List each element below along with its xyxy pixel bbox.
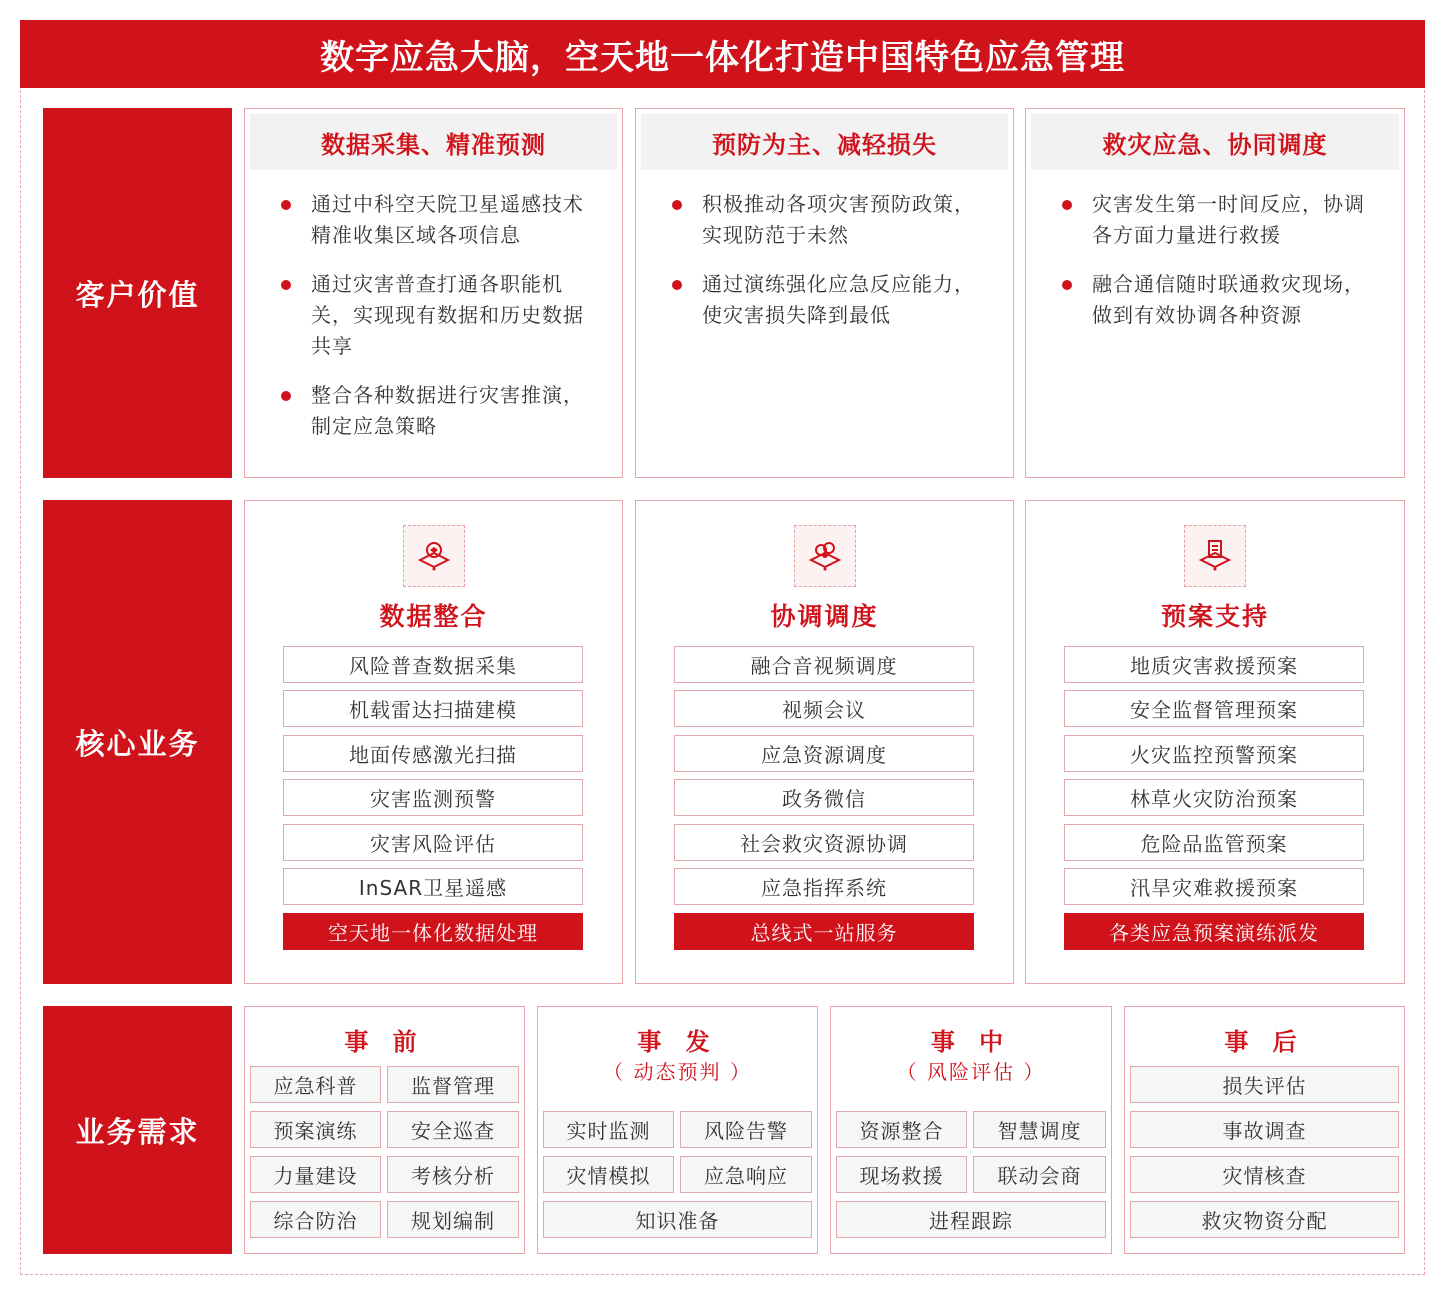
demand-cell: 安全巡查 <box>387 1111 519 1148</box>
core-card-coordination <box>635 500 1014 984</box>
demand-cell: 资源整合 <box>836 1111 967 1148</box>
value-card-heading: 预防为主、减轻损失 <box>641 114 1008 170</box>
value-bullet: 积极推动各项灾害预防政策，实现防范于未然 <box>670 189 983 251</box>
demand-cell: 考核分析 <box>387 1156 519 1193</box>
core-card-data-integration <box>244 500 623 984</box>
core-item: 地质灾害救援预案 <box>1064 646 1364 683</box>
phase-card-occurrence <box>537 1006 818 1254</box>
phase-title: 事 中 <box>930 1028 1012 1056</box>
core-item: 灾害风险评估 <box>283 824 583 861</box>
core-card-title: 预案支持 <box>1160 602 1269 631</box>
core-item: 林草火灾防治预案 <box>1064 779 1364 816</box>
demand-cell: 事故调查 <box>1130 1111 1399 1148</box>
value-bullet: 通过演练强化应急反应能力，使灾害损失降到最低 <box>670 269 983 331</box>
plan-support-icon <box>1184 525 1246 587</box>
core-item: 应急资源调度 <box>674 735 974 772</box>
value-bullet-list <box>670 189 983 349</box>
phase-card-after <box>1124 1006 1405 1254</box>
core-item: 机载雷达扫描建模 <box>283 690 583 727</box>
phase-title: 事 前 <box>344 1028 425 1056</box>
core-item: 地面传感激光扫描 <box>283 735 583 772</box>
phase-card-during <box>830 1006 1112 1254</box>
demand-cell: 实时监测 <box>543 1111 674 1148</box>
core-highlight: 总线式一站服务 <box>674 913 974 950</box>
demand-cell: 规划编制 <box>387 1201 519 1238</box>
core-item: 融合音视频调度 <box>674 646 974 683</box>
phase-subtitle: （ 动态预判 ） <box>603 1060 752 1084</box>
core-item: InSAR卫星遥感 <box>283 868 583 905</box>
page-title: 数字应急大脑，空天地一体化打造中国特色应急管理 <box>20 20 1425 88</box>
core-item: 安全监督管理预案 <box>1064 690 1364 727</box>
demand-cell: 力量建设 <box>250 1156 381 1193</box>
value-card-2 <box>635 108 1014 478</box>
core-item: 危险品监管预案 <box>1064 824 1364 861</box>
phase-title: 事 发 <box>637 1028 718 1056</box>
data-integration-icon <box>403 525 465 587</box>
demand-cell: 风险告警 <box>680 1111 812 1148</box>
demand-cell: 联动会商 <box>973 1156 1106 1193</box>
demand-cell: 知识准备 <box>543 1201 812 1238</box>
value-card-3 <box>1025 108 1405 478</box>
value-bullet: 整合各种数据进行灾害推演，制定应急策略 <box>279 380 592 442</box>
core-item: 汛旱灾难救援预案 <box>1064 868 1364 905</box>
demand-cell: 综合防治 <box>250 1201 381 1238</box>
value-bullet: 融合通信随时联通救灾现场，做到有效协调各种资源 <box>1060 269 1374 331</box>
phase-card-before <box>244 1006 525 1254</box>
core-item: 灾害监测预警 <box>283 779 583 816</box>
coordination-icon <box>794 525 856 587</box>
demand-cell: 智慧调度 <box>973 1111 1106 1148</box>
demand-cell: 灾情核查 <box>1130 1156 1399 1193</box>
demand-cell: 灾情模拟 <box>543 1156 674 1193</box>
demand-cell: 损失评估 <box>1130 1066 1399 1103</box>
core-item: 视频会议 <box>674 690 974 727</box>
row-label-core-business: 核心业务 <box>43 500 232 984</box>
phase-subtitle: （ 风险评估 ） <box>896 1060 1046 1084</box>
core-item: 风险普查数据采集 <box>283 646 583 683</box>
core-item: 社会救灾资源协调 <box>674 824 974 861</box>
value-bullet-list <box>279 189 592 460</box>
core-item: 应急指挥系统 <box>674 868 974 905</box>
core-item: 政务微信 <box>674 779 974 816</box>
demand-cell: 现场救援 <box>836 1156 967 1193</box>
core-highlight: 各类应急预案演练派发 <box>1064 913 1364 950</box>
core-card-title: 协调调度 <box>770 602 879 631</box>
row-label-business-demand: 业务需求 <box>43 1006 232 1254</box>
core-highlight: 空天地一体化数据处理 <box>283 913 583 950</box>
core-card-title: 数据整合 <box>379 602 488 631</box>
value-bullet: 通过中科空天院卫星遥感技术精准收集区域各项信息 <box>279 189 592 251</box>
core-card-plan-support <box>1025 500 1405 984</box>
value-bullet: 灾害发生第一时间反应，协调各方面力量进行救援 <box>1060 189 1374 251</box>
row-label-customer-value: 客户价值 <box>43 108 232 478</box>
demand-cell: 预案演练 <box>250 1111 381 1148</box>
value-card-heading: 救灾应急、协同调度 <box>1031 114 1399 170</box>
demand-cell: 进程跟踪 <box>836 1201 1106 1238</box>
value-card-1 <box>244 108 623 478</box>
core-item: 火灾监控预警预案 <box>1064 735 1364 772</box>
demand-cell: 应急科普 <box>250 1066 381 1103</box>
value-card-heading: 数据采集、精准预测 <box>250 114 617 170</box>
demand-cell: 应急响应 <box>680 1156 812 1193</box>
demand-cell: 救灾物资分配 <box>1130 1201 1399 1238</box>
value-bullet: 通过灾害普查打通各职能机关，实现现有数据和历史数据共享 <box>279 269 592 362</box>
demand-cell: 监督管理 <box>387 1066 519 1103</box>
phase-title: 事 后 <box>1224 1028 1305 1056</box>
value-bullet-list <box>1060 189 1374 349</box>
